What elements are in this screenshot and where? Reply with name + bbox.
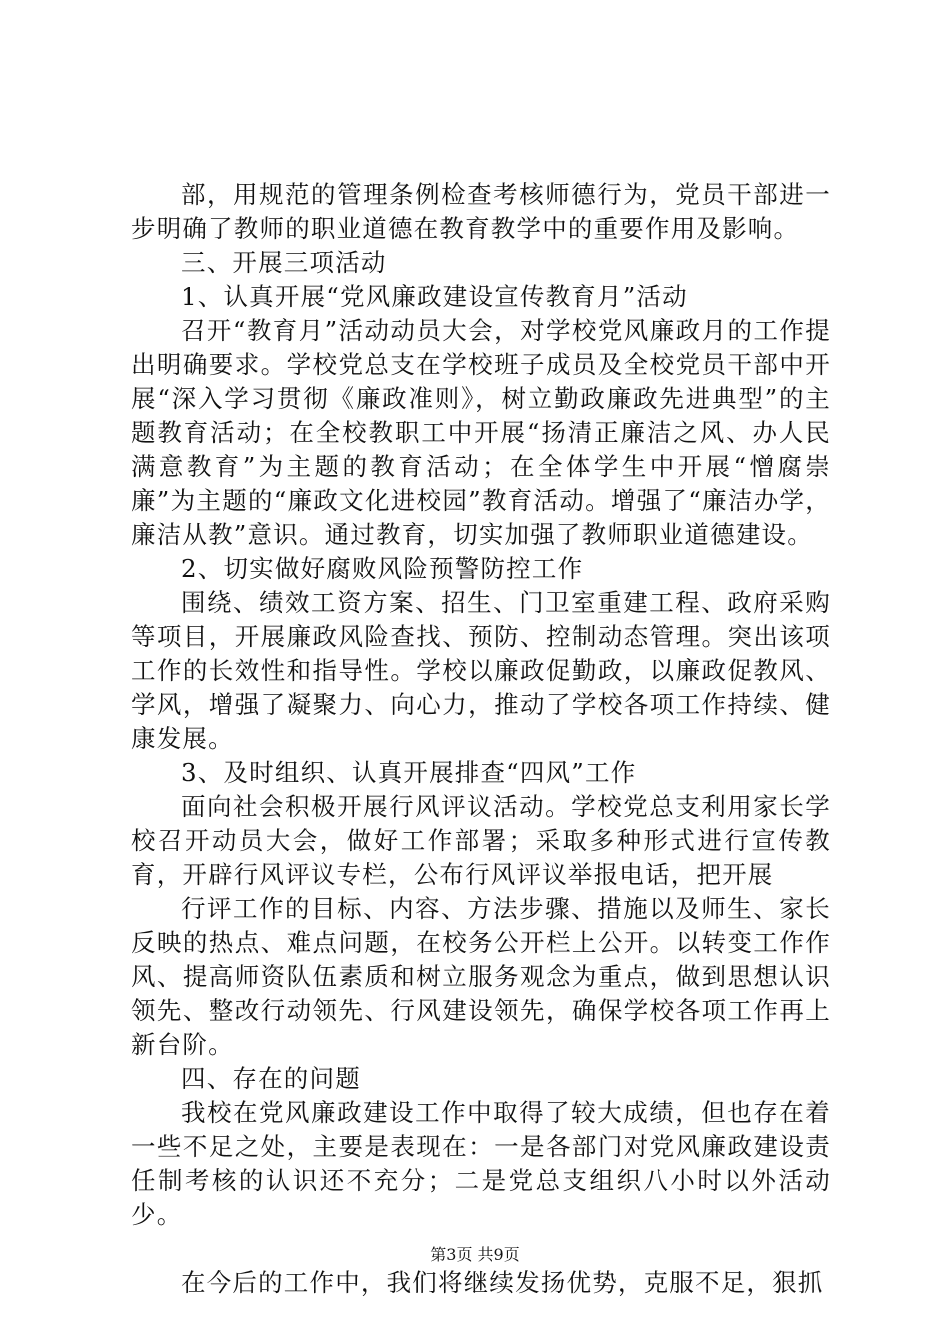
document-body bbox=[131, 178, 831, 1300]
paragraph-review-goals: 行评工作的目标、内容、方法步骤、措施以及师生、家长反映的热点、难点问题，在校务公开栏上公开。以转变工作作风、提高师资队伍素质和树立服务观念为重点，做到思想认识领先、整改行动领先、行风建设领先，确保学校各项工作再上新台阶。 bbox=[131, 894, 831, 1059]
paragraph-education-month: 召开“教育月”活动动员大会，对学校党风廉政月的工作提出明确要求。学校党总支在学校班子成员及全校党员干部中开展“深入学习贯彻《廉政准则》，树立勤政廉政先进典型”的主题教育活动；在全校教职工中开展“扬清正廉洁之风、办人民满意教育”为主题的教育活动；在全体学生中开展“憎腐崇廉”为主题的“廉政文化进校园”教育活动。增强了“廉洁办学，廉洁从教”意识。通过教育，切实加强了教师职业道德建设。 bbox=[131, 316, 831, 549]
subheading-1: 1、认真开展“党风廉政建设宣传教育月”活动 bbox=[181, 282, 688, 311]
page-number-footer: 第3页 共9页 bbox=[430, 1245, 520, 1264]
paragraph-review-activities: 面向社会积极开展行风评议活动。学校党总支利用家长学校召开动员大会，做好工作部署；采取多种形式进行宣传教育，开辟行风评议专栏，公布行风评议举报电话，把开展 bbox=[131, 792, 831, 889]
section-heading-3: 三、开展三项活动 bbox=[181, 248, 387, 277]
section-heading-4: 四、存在的问题 bbox=[181, 1064, 361, 1093]
paragraph-risk-control: 围绕、绩效工资方案、招生、门卫室重建工程、政府采购等项目，开展廉政风险查找、预防、控制动态管理。突出该项工作的长效性和指导性。学校以廉政促勤政，以廉政促教风、学风，增强了凝聚力、向心力，推动了学校各项工作持续、健康发展。 bbox=[131, 588, 831, 753]
paragraph-problems: 我校在党风廉政建设工作中取得了较大成绩，但也存在着一些不足之处，主要是表现在：一是各部门对党风廉政建设责任制考核的认识还不充分；二是党总支组织八小时以外活动少。 bbox=[131, 1098, 831, 1229]
paragraph-future-work: 在今后的工作中，我们将继续发扬优势，克服不足，狠抓 bbox=[181, 1268, 824, 1297]
subheading-2: 2、切实做好腐败风险预警防控工作 bbox=[181, 554, 584, 583]
subheading-3: 3、及时组织、认真开展排查“四风”工作 bbox=[181, 758, 637, 787]
paragraph-1: 部，用规范的管理条例检查考核师德行为，党员干部进一步明确了教师的职业道德在教育教学中的重要作用及影响。 bbox=[131, 180, 831, 243]
